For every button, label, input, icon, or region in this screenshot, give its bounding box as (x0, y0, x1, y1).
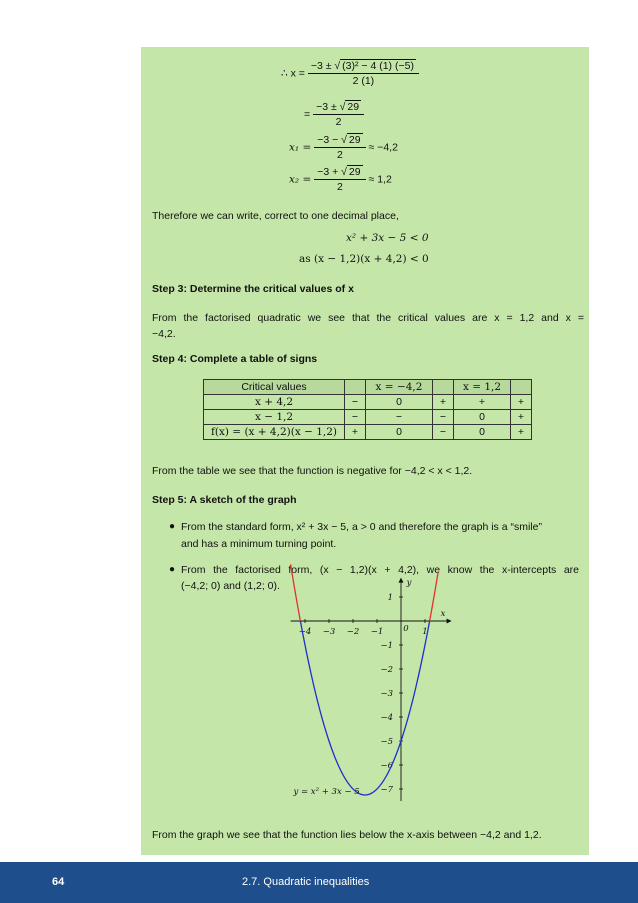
sign-cell: + (433, 395, 454, 410)
inequality-standard-form: x² + 3x − 5 < 0 (346, 232, 429, 244)
sign-cell: 0 (454, 410, 511, 425)
frac-den: 2 (1) (352, 75, 375, 87)
sign-table-row (204, 395, 532, 410)
frac-den: 2 (335, 116, 342, 128)
frac-num-radicand: 29 (348, 134, 361, 146)
row-label: x + 4,2 (204, 395, 345, 410)
header-cell (511, 380, 532, 395)
sign-table-row (204, 425, 532, 440)
sign-cell: − (433, 410, 454, 425)
y-tick-label: −3 (380, 689, 393, 699)
sign-cell: + (511, 410, 532, 425)
x2-label: x₂ = (289, 173, 312, 186)
curve-label: y = x² + 3x − 5 (293, 786, 360, 797)
sign-table-header-row (204, 380, 532, 395)
frac-num-pre: −3 − (317, 134, 342, 146)
y-tick-label: −7 (380, 785, 393, 795)
header-cell (345, 380, 366, 395)
step-5-heading: Step 5: A sketch of the graph (152, 494, 297, 506)
sign-cell: − (366, 410, 433, 425)
frac-den: 2 (336, 149, 343, 161)
sign-table-row (204, 410, 532, 425)
origin-label: 0 (403, 624, 409, 634)
section-title: 2.7. Quadratic inequalities (242, 876, 370, 888)
equation-lhs: ∴ x = (281, 67, 305, 80)
sign-cell: − (345, 410, 366, 425)
x-tick-label: −1 (370, 627, 384, 637)
x1-approx: ≈ −4,2 (368, 141, 398, 154)
inequality-factorised-form: as (x − 1,2)(x + 4,2) < 0 (299, 253, 429, 265)
frac-num-radicand: 29 (347, 101, 360, 113)
frac-num-radicand: (3)² − 4 (1) (−5) (342, 60, 414, 72)
bullet-factorised-form-line1: From the factorised form, (x − 1,2)(x + 4,2), we know the x-intercepts are (181, 564, 579, 576)
sign-cell: 0 (454, 425, 511, 440)
header-cell (433, 380, 454, 395)
y-tick-label: −1 (380, 641, 393, 651)
equation-simplified: = $\frac{-3 \pm √ 29}{2}$ (304, 101, 364, 128)
frac-den: 2 (336, 181, 343, 193)
sign-cell: − (345, 395, 366, 410)
paragraph-conclusion: From the graph we see that the function lies below the x-axis between −4,2 and 1,2. (152, 829, 542, 841)
paragraph-critical-values-line1: From the factorised quadratic we see that the critical values are x = 1,2 and x = (152, 312, 584, 324)
paragraph-critical-values-line2: −4,2. (152, 328, 176, 340)
y-tick-label: −5 (380, 737, 393, 747)
equation-root-x2: x₂ = $\frac{-3 + √ 29}{2}$ ≈ 1,2 (289, 166, 392, 193)
bullet-icon: ● (169, 564, 176, 575)
y-tick-label: −2 (380, 665, 393, 675)
sign-cell: − (433, 425, 454, 440)
sign-cell: 0 (366, 395, 433, 410)
frac-num-radicand: 29 (348, 166, 361, 178)
y-axis-label: y (406, 578, 412, 588)
header-cell: x = −4,2 (366, 380, 433, 395)
sign-cell: + (511, 395, 532, 410)
sign-cell: + (454, 395, 511, 410)
x-tick-label: −3 (322, 627, 336, 637)
sign-cell: 0 (366, 425, 433, 440)
frac-num-pre: −3 + (317, 166, 342, 178)
bullet-standard-form-line1: From the standard form, x² + 3x − 5, a > 0 and therefore the graph is a “smile” (181, 521, 542, 533)
paragraph-decimal-place: Therefore we can write, correct to one decimal place, (152, 210, 399, 222)
x-tick-label: 1 (422, 627, 428, 637)
frac-num-pre: −3 ± (316, 101, 340, 113)
x-axis-label: x (440, 609, 446, 619)
y-tick-label: −4 (380, 713, 393, 723)
page-footer (0, 862, 638, 903)
step-3-heading: Step 3: Determine the critical values of x (152, 283, 354, 295)
bullet-factorised-form-line2: (−4,2; 0) and (1,2; 0). (181, 580, 280, 592)
row-label: x − 1,2 (204, 410, 345, 425)
x2-approx: ≈ 1,2 (368, 173, 392, 186)
header-cell: x = 1,2 (454, 380, 511, 395)
y-tick-label: 1 (387, 593, 393, 603)
row-label: f(x) = (x + 4,2)(x − 1,2) (204, 425, 345, 440)
step-4-heading: Step 4: Complete a table of signs (152, 353, 318, 365)
bullet-standard-form-line2: and has a minimum turning point. (181, 538, 337, 550)
equals-sign: = (304, 108, 311, 121)
sign-cell: + (345, 425, 366, 440)
equation-root-x1: x₁ = $\frac{-3 - √ 29}{2}$ ≈ −4,2 (289, 134, 398, 161)
x1-label: x₁ = (289, 141, 312, 154)
bullet-icon: ● (169, 521, 176, 532)
x-tick-label: −2 (346, 627, 360, 637)
header-cell: Critical values (204, 380, 345, 395)
page-number: 64 (52, 876, 65, 888)
x-tick-label: −4 (298, 627, 312, 637)
sign-cell: + (511, 425, 532, 440)
y-tick-label: −6 (380, 761, 393, 771)
equation-quadratic-formula: ∴ x = $\frac{\text{−3 ± √ (3)² − 4 (1) (−5)}}{2 (1)}$ (281, 60, 419, 87)
frac-num-pre: −3 ± (310, 60, 335, 72)
sign-table (203, 379, 532, 440)
paragraph-negative-interval: From the table we see that the function is negative for −4,2 < x < 1,2. (152, 465, 473, 477)
